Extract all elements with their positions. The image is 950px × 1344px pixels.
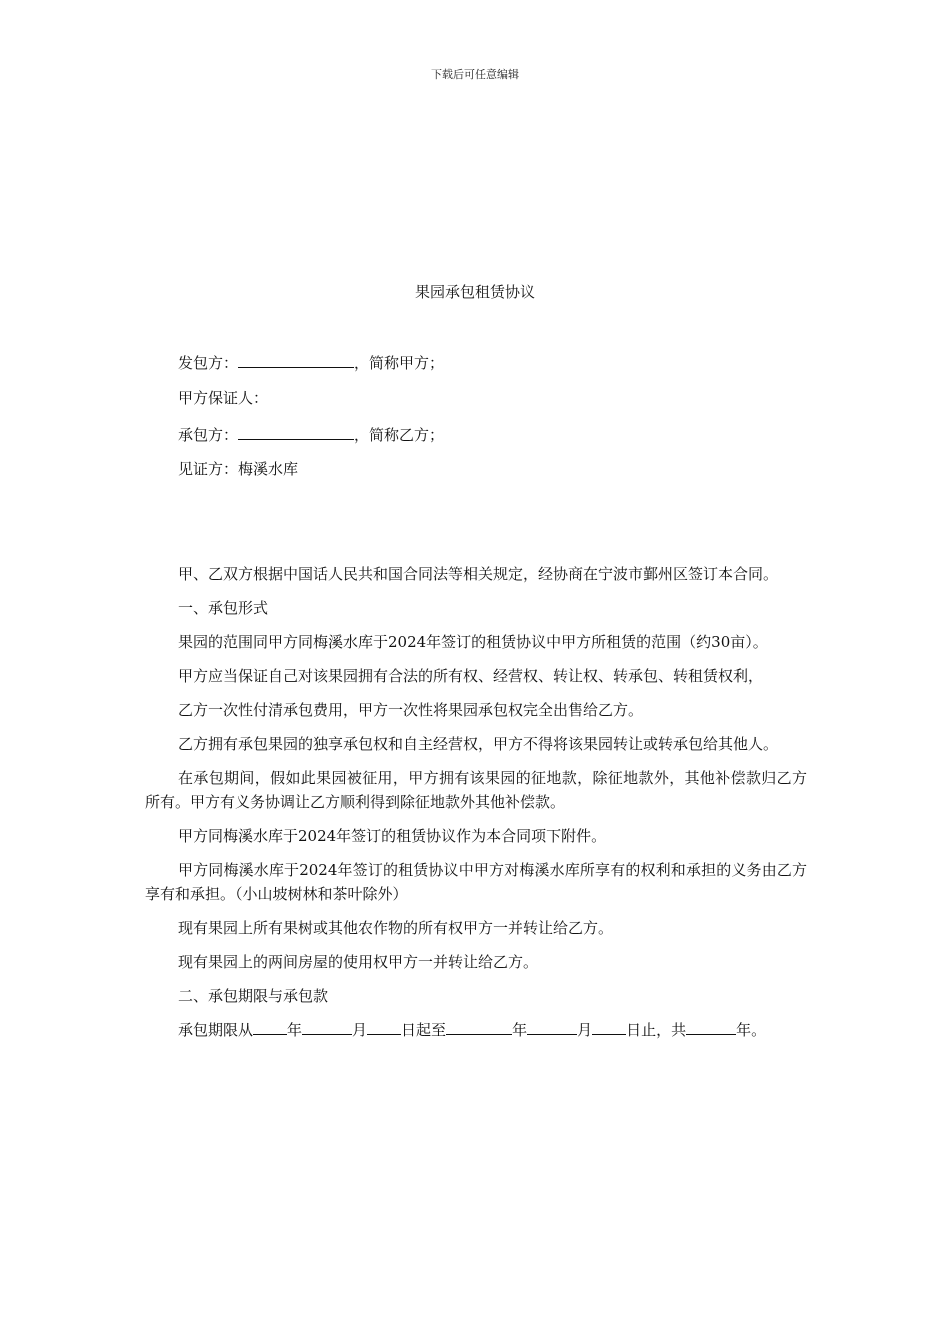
term-end-year-blank[interactable] — [446, 1020, 512, 1035]
party-employer-blank[interactable] — [238, 353, 354, 368]
term-start-month-blank[interactable] — [302, 1020, 352, 1035]
paragraph-term — [145, 1018, 807, 1042]
party-contractor-suffix: ，简称乙方； — [354, 426, 445, 444]
section-heading-1: 一、承包形式 — [178, 599, 269, 617]
paragraph-expropriation: 在承包期间，假如此果园被征用，甲方拥有该果园的征地款，除征地款外，其他补偿款归乙方所有。甲方有义务协调让乙方顺利得到除征地款外其他补偿款。 — [145, 769, 807, 811]
party-employer-label: 发包方： — [178, 354, 239, 372]
term-day-1: 日起至 — [401, 1021, 447, 1039]
party-employer-line — [178, 352, 444, 373]
party-contractor-blank[interactable] — [238, 425, 354, 440]
term-month-2: 月 — [577, 1021, 593, 1039]
paragraph-payment: 乙方一次性付清承包费用，甲方一次性将果园承包权完全出售给乙方。 — [178, 701, 644, 719]
paragraph-annex: 甲方同梅溪水库于2024年签订的租赁协议作为本合同项下附件。 — [178, 827, 607, 845]
header-note: 下载后可任意编辑 — [431, 68, 519, 81]
term-years: 年。 — [736, 1021, 767, 1039]
paragraph-trees: 现有果园上所有果树或其他农作物的所有权甲方一并转让给乙方。 — [178, 919, 614, 937]
term-start-day-blank[interactable] — [367, 1020, 401, 1035]
section-heading-2: 二、承包期限与承包款 — [178, 987, 329, 1005]
party-guarantor-label: 甲方保证人： — [178, 389, 269, 407]
term-end-month-blank[interactable] — [527, 1020, 577, 1035]
document-title: 果园承包租赁协议 — [414, 283, 535, 301]
party-guarantor-line — [178, 387, 268, 408]
party-witness-label: 见证方：梅溪水库 — [178, 460, 299, 478]
term-total-years-blank[interactable] — [686, 1020, 736, 1035]
party-employer-suffix: ，简称甲方； — [354, 354, 445, 372]
term-year-2: 年 — [512, 1021, 528, 1039]
term-year-1: 年 — [287, 1021, 303, 1039]
paragraph-preamble: 甲、乙双方根据中国话人民共和国合同法等相关规定，经协商在宁波市鄞州区签订本合同。 — [178, 565, 779, 583]
term-start-year-blank[interactable] — [253, 1020, 287, 1035]
paragraph-scope: 果园的范围同甲方同梅溪水库于2024年签订的租赁协议中甲方所租赁的范围（约30亩）。 — [178, 633, 768, 651]
document-body — [145, 562, 807, 1052]
term-month-1: 月 — [352, 1021, 368, 1039]
term-end-day-blank[interactable] — [592, 1020, 626, 1035]
paragraph-rights: 甲方应当保证自己对该果园拥有合法的所有权、经营权、转让权、转承包、转租赁权利， — [178, 667, 764, 685]
party-witness-line — [178, 458, 298, 479]
term-prefix: 承包期限从 — [178, 1021, 254, 1039]
paragraph-exclusive: 乙方拥有承包果园的独享承包权和自主经营权，甲方不得将该果园转让或转承包给其他人。 — [178, 735, 779, 753]
paragraph-obligations: 甲方同梅溪水库于2024年签订的租赁协议中甲方对梅溪水库所享有的权利和承担的义务由乙方享有和承担。（小山坡树林和茶叶除外） — [145, 861, 807, 903]
term-day-2: 日止，共 — [626, 1021, 687, 1039]
party-contractor-label: 承包方： — [178, 426, 239, 444]
paragraph-houses: 现有果园上的两间房屋的使用权甲方一并转让给乙方。 — [178, 953, 539, 971]
party-contractor-line — [178, 424, 444, 445]
